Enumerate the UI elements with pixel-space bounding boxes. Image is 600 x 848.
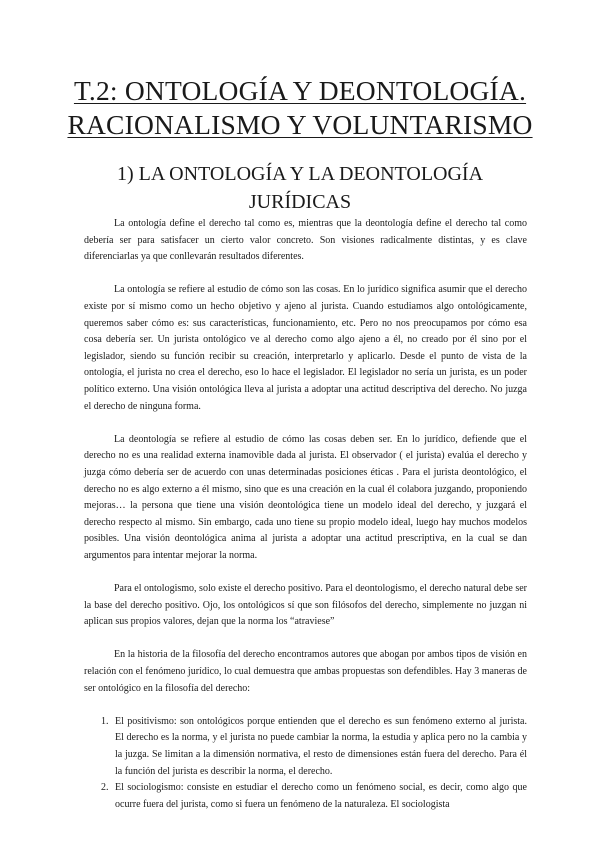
paragraph-ontology: La ontología se refiere al estudio de cómo son las cosas. En lo jurídico significa asumir que el derecho existe por sí mismo como un hecho objetivo y ajeno al jurista. Cuando estudiamos algo ontológicamente, queremos saber cómo es: sus características, funcionamiento, etc. Pero no nos preocupamos por cómo esa cosa debería ser. Un jurista ontológico ve al derecho como algo ajeno a él, no creado por él sino por el legislador, siendo su función recibir su creación, interpretarlo y aplicarlo. Desde el punto de vista de la ontología, el jurista no crea el derecho, eso lo hace el legislador. El legislador no sería un jurista, es un poder político externo. Una visión ontológica lleva al jurista a adoptar una actitud descriptiva del derecho. No juzga el derecho de ninguna forma.	[84, 284, 527, 412]
section-heading-line-1: 1) LA ONTOLOGÍA Y LA DEONTOLOGÍA	[116, 163, 484, 185]
list-item: 2. El sociologismo: consiste en estudiar el derecho como un fenómeno social, es decir, como algo que ocurre fuera del jurista, como si fuera un fenómeno de la naturaleza. El sociologista	[111, 780, 527, 813]
section-heading-line-2: JURÍDICAS	[248, 191, 352, 213]
document-title	[0, 74, 600, 142]
title-line-2: RACIONALISMO Y VOLUNTARISMO	[67, 109, 533, 140]
document-body	[84, 216, 527, 813]
paragraph-ontologism-vs-deontologism: Para el ontologismo, solo existe el derecho positivo. Para el deontologismo, el derecho natural debe ser la base del derecho positivo. Ojo, los ontológicos sí que son filósofos del derecho, simplemente no juzgan ni aplican sus propios valores, dejan que la norma los “atraviese”	[84, 583, 527, 628]
paragraph-history: En la historia de la filosofía del derecho encontramos autores que abogan por ambos tipos de visión en relación con el fenómeno jurídico, lo cual demuestra que ambas propuestas son defendibles. Hay 3 maneras de ser ontológico en la filosofía del derecho:	[84, 649, 527, 694]
list-item: 1. El positivismo: son ontológicos porque entienden que el derecho es sun fenómeno externo al jurista. El derecho es la norma, y el jurista no puede cambiar la norma, la estudia y aplica pero no la cambia y la juzga. Se limitan a la dimensión normativa, el resto de dimensiones están fuera del derecho. Para él la función del jurista es describir la norma, el derecho.	[111, 714, 527, 780]
paragraph-deontology: La deontología se refiere al estudio de cómo las cosas deben ser. En lo jurídico, defiende que el derecho no es una realidad externa inamovible dada al jurista. El observador ( el jurista) evalúa el derecho y juzga cómo debería ser de acuerdo con unas determinadas posiciones éticas . Para el jurista deontológico, el derecho no es algo externo a él mismo, sino que es una creación en la cual él colabora juzgando, proponiendo mejoras… la persona que tiene una visión deontológica tiene un modelo ideal del derecho, y juzgará el derecho respecto al mismo. Sin embargo, cada uno tiene su propio modelo ideal, luego hay muchos modelos posibles. Una visión deontológica anima al jurista a adoptar una actitud prescriptiva, en la cual se dan argumentos para intentar mejorar la norma.	[84, 433, 527, 561]
section-heading	[0, 160, 600, 216]
title-line-1: T.2: ONTOLOGÍA Y DEONTOLOGÍA.	[73, 75, 527, 106]
paragraph-ontology-definition: La ontología define el derecho tal como es, mientras que la deontología define el derecho tal como debería ser para satisfacer un cierto valor concreto. Son visiones radicalmente distintas, y es clave diferenciarlas ya que conllevarán resultados diferentes.	[84, 218, 527, 263]
ontological-ways-list	[84, 714, 527, 814]
